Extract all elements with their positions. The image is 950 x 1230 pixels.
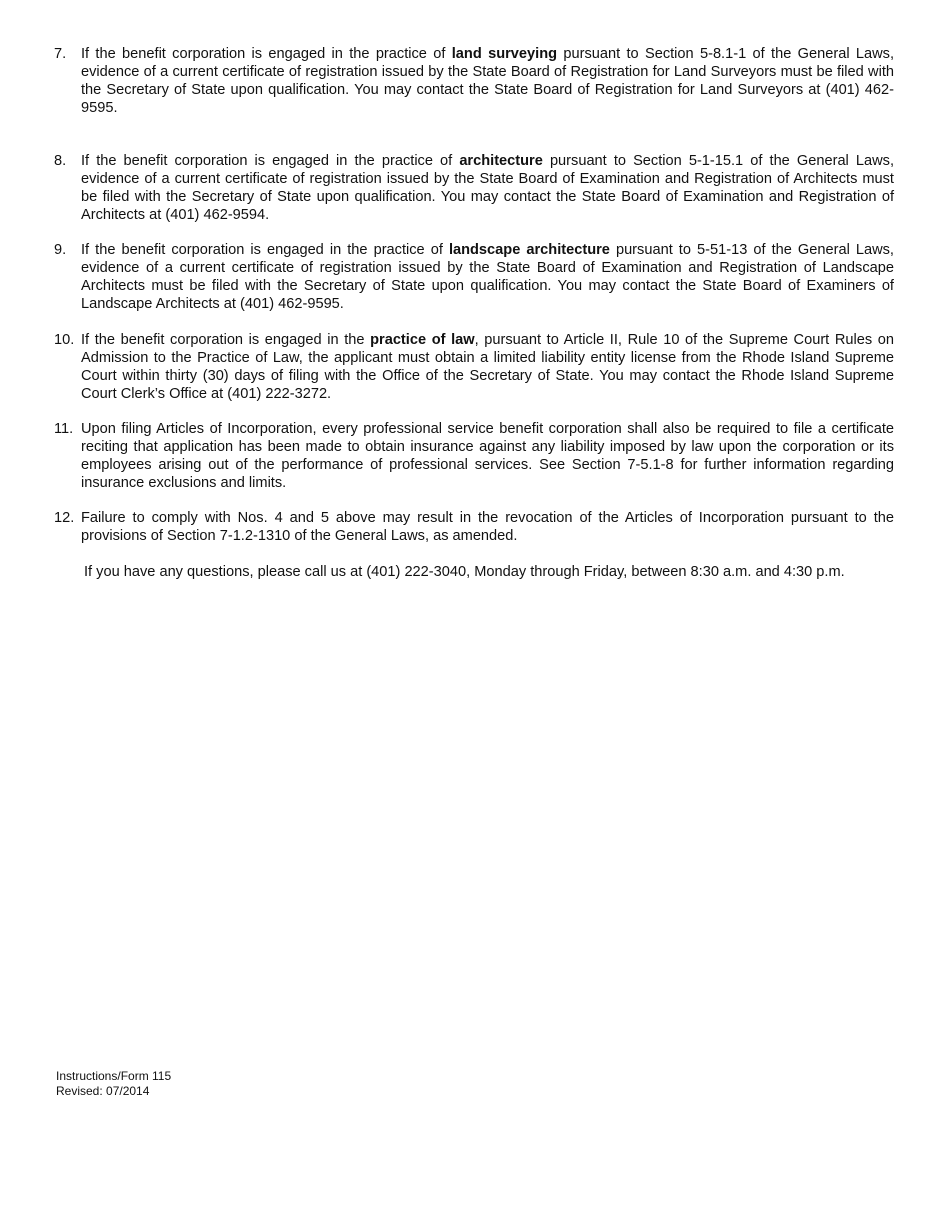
instruction-item-7 [54,45,894,117]
instruction-item-8 [54,152,894,224]
item-number: 12. [54,510,75,526]
form-footer [56,1069,171,1099]
emphasis-term: practice of law [370,332,475,348]
item-text: If the benefit corporation is engaged in the practice of landscape architecture pursuant to 5-51-13 of the General Laws, evidence of a current certificate of registration issued by the State Board of Examination and Registration of Landscape Architects must be filed with the Secretary of State upon qualification. You may contact the State Board of Examiners of Landscape Architects at (401) 462-9595. [81,242,894,312]
instruction-item-11 [54,420,894,492]
emphasis-term: architecture [459,153,543,169]
item-text: If the benefit corporation is engaged in the practice of law, pursuant to Article II, Rule 10 of the Supreme Court Rules on Admission to the Practice of Law, the applicant must obtain a limited liability entity license from the Rhode Island Supreme Court within thirty (30) days of filing with the Office of the Secretary of State. You may contact the Rhode Island Supreme Court Clerk’s Office at (401) 222-3272. [81,332,894,402]
instruction-item-12 [54,509,894,545]
contact-note: If you have any questions, please call us at (401) 222-3040, Monday through Friday, between 8:30 a.m. and 4:30 p.m. [84,564,845,580]
emphasis-term: landscape architecture [448,242,610,258]
item-number: 11. [54,421,74,437]
instruction-item-9 [54,241,894,313]
item-text: Upon filing Articles of Incorporation, every professional service benefit corporation shall also be required to file a certificate reciting that application has been made to obtain insurance against any liability imposed by law upon the corporation or its employees arising out of the performance of professional services. See Section 7-5.1-8 for further information regarding insurance exclusions and limits. [81,421,894,491]
revision-date: Revised: 07/2014 [56,1084,150,1098]
item-number: 9. [54,242,67,258]
instruction-item-10 [54,331,894,403]
item-number: 8. [54,153,67,169]
item-number: 7. [54,46,67,62]
item-text: Failure to comply with Nos. 4 and 5 above may result in the revocation of the Articles of Incorporation pursuant to the provisions of Section 7-1.2-1310 of the General Laws, as amended. [81,510,894,544]
item-number: 10. [54,332,75,348]
emphasis-term: land surveying [451,46,558,62]
item-text: If the benefit corporation is engaged in the practice of land surveying pursuant to Section 5-8.1-1 of the General Laws, evidence of a current certificate of registration issued by the State Board of Registration for Land Surveyors must be filed with the Secretary of State upon qualification. You may contact the State Board of Registration for Land Surveyors at (401) 462-9595. [81,46,895,116]
form-id: Instructions/Form 115 [56,1069,172,1083]
item-text: If the benefit corporation is engaged in the practice of architecture pursuant to Section 5-1-15.1 of the General Laws, evidence of a current certificate of registration issued by the State Board of Examination and Registration of Architects must be filed with the Secretary of State upon qualification. You may contact the State Board of Examination and Registration of Architects at (401) 462-9594. [81,153,895,223]
